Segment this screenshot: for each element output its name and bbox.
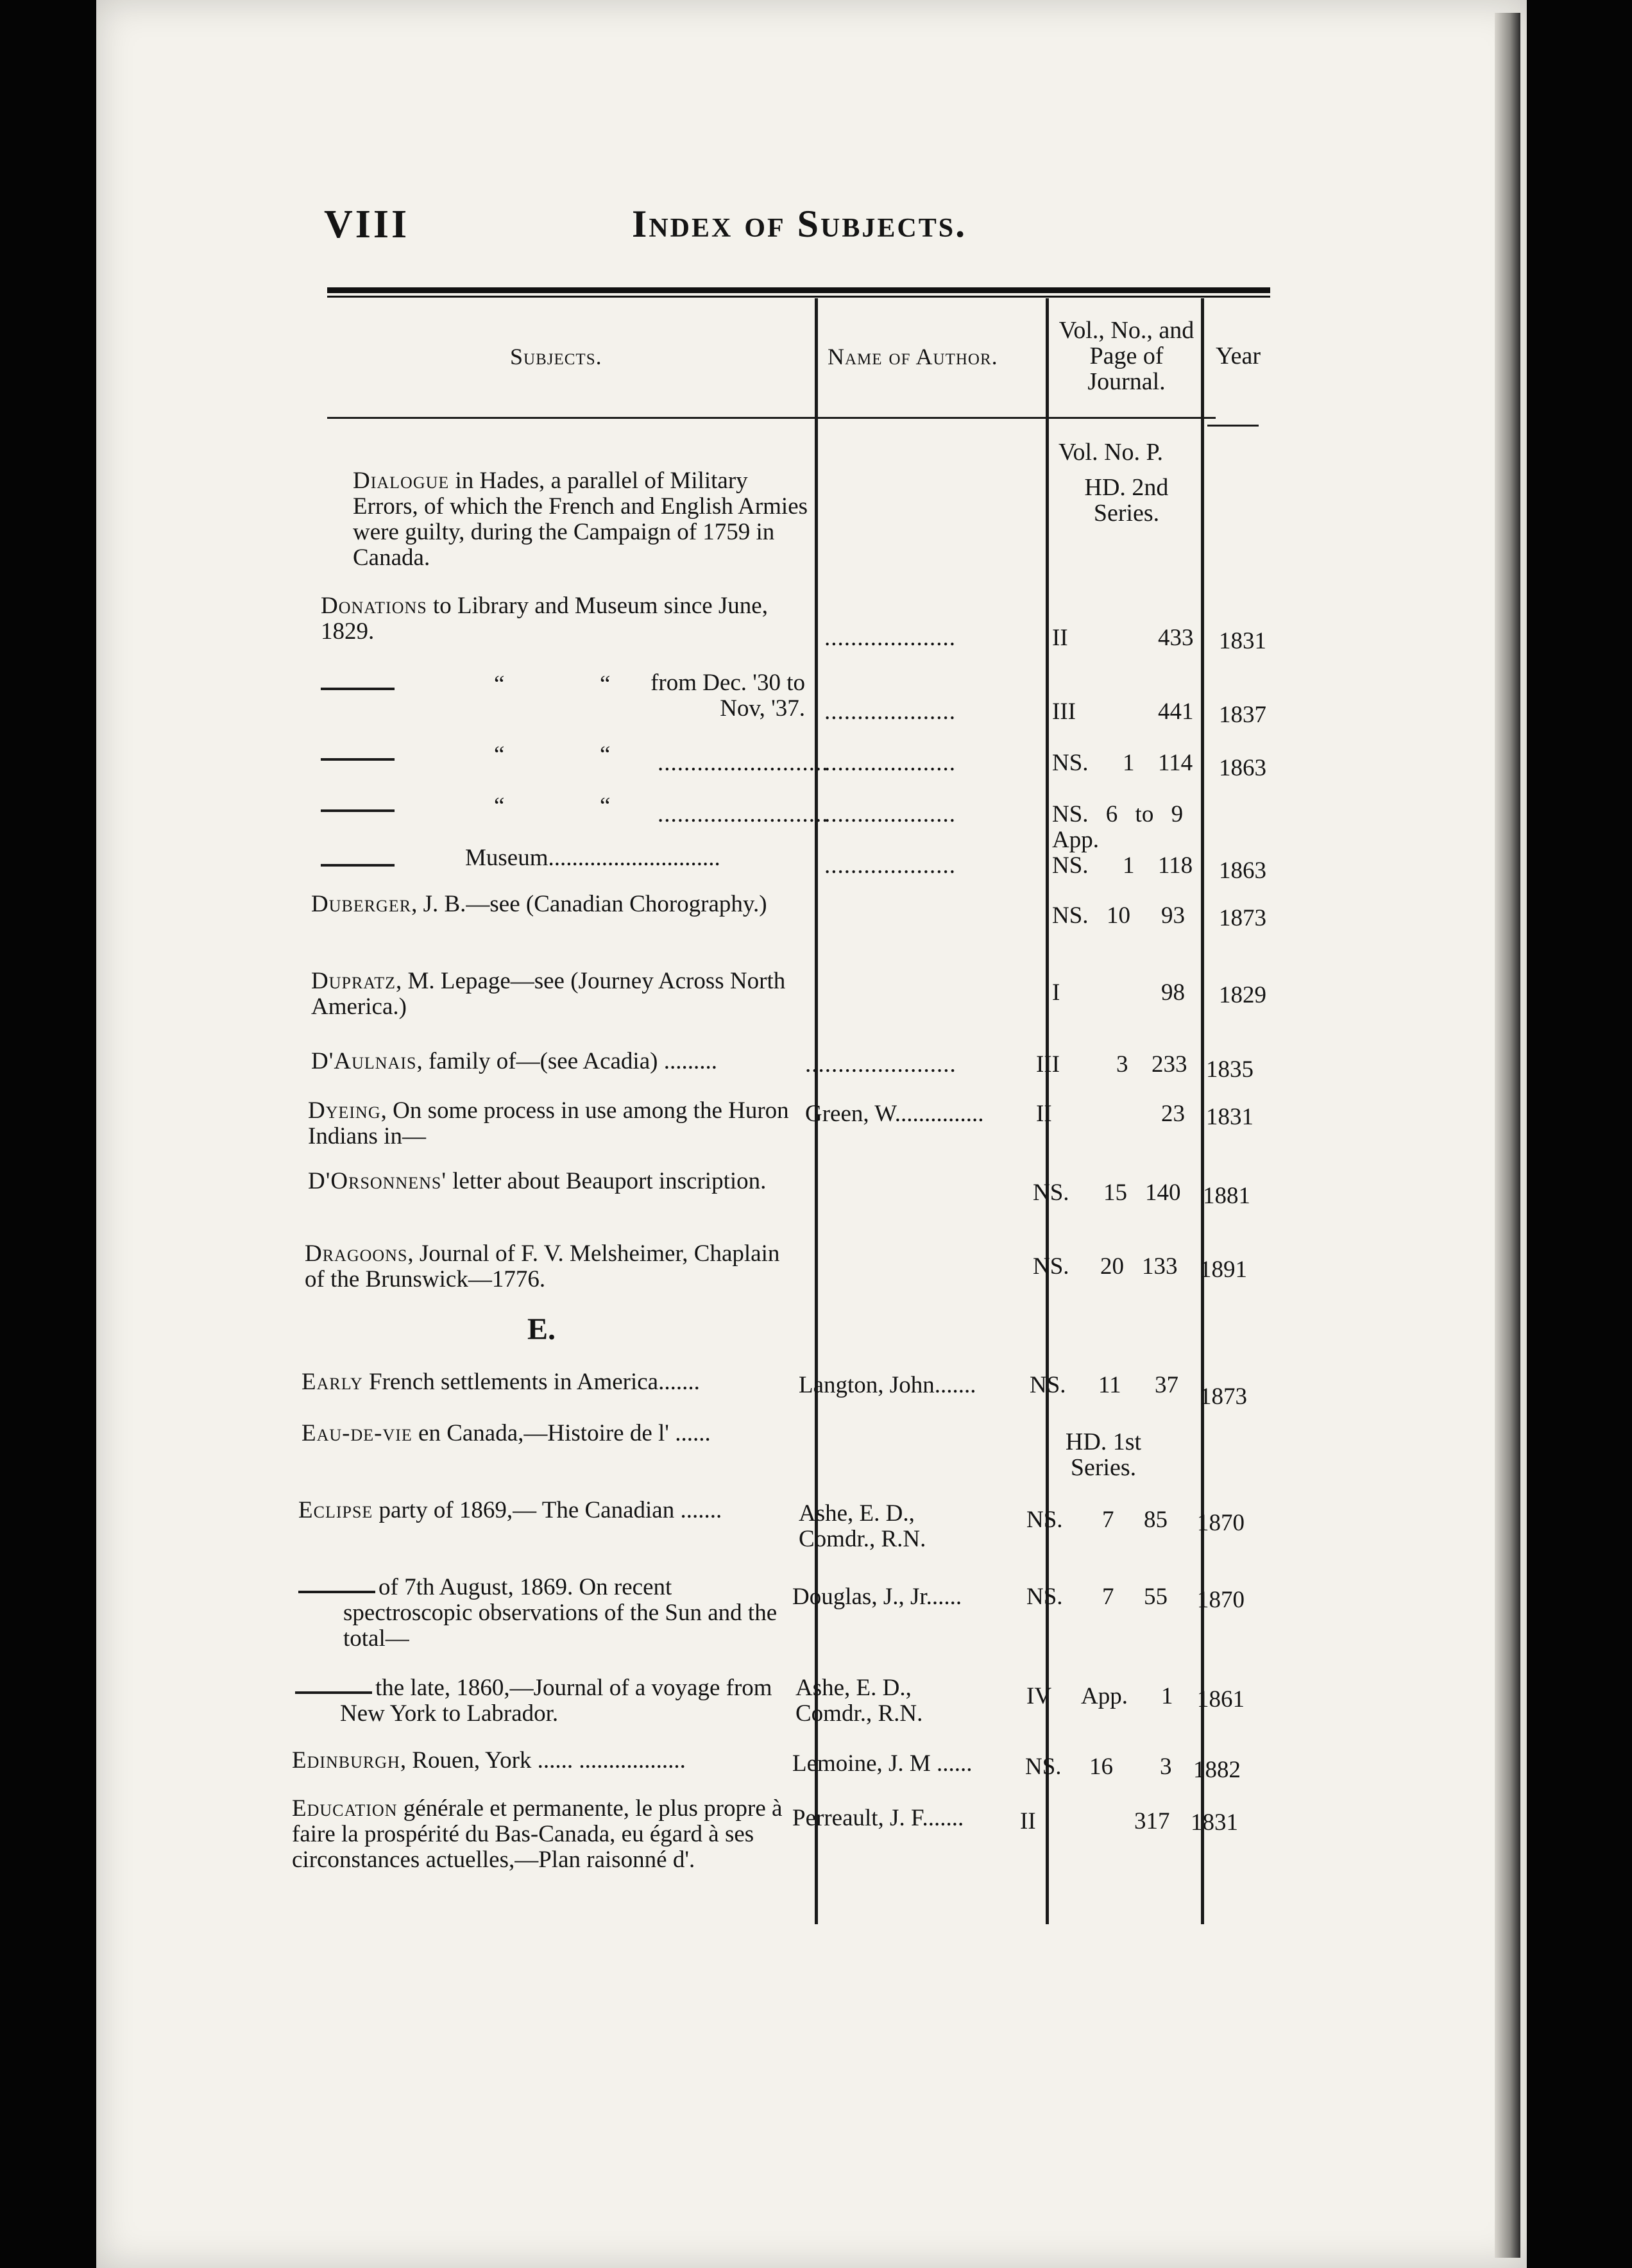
book-page-edge xyxy=(1495,13,1520,2258)
entry-ref: II xyxy=(1036,1101,1052,1127)
entry-author: .................... xyxy=(824,801,956,827)
entry-ref: NS. xyxy=(1026,1507,1063,1533)
list-item xyxy=(311,1049,812,1074)
entry-year: 1831 xyxy=(1206,1104,1254,1130)
entry-key: Dupratz xyxy=(311,968,396,994)
entry-page: 1 xyxy=(1161,1683,1173,1709)
entry-number: 7 xyxy=(1102,1584,1114,1610)
ditto-mark: “ xyxy=(600,793,611,819)
entry-year: 1863 xyxy=(1219,858,1266,884)
entry-page: 3 xyxy=(1160,1754,1172,1780)
entry-year: 1835 xyxy=(1206,1056,1254,1083)
list-item xyxy=(311,969,805,1020)
column-header-subjects: Subjects. xyxy=(510,344,602,369)
entry-text: , On some process in use among the Huron Indians in— xyxy=(308,1097,789,1149)
entry-key: Dragoons xyxy=(305,1240,408,1267)
entry-text: .......................... xyxy=(658,750,829,776)
column-divider-volume xyxy=(1201,298,1204,1924)
column-header-author: Name of Author. xyxy=(828,344,998,369)
entry-ref: NS. xyxy=(1026,1584,1063,1610)
list-item xyxy=(321,593,808,645)
entry-page: 37 xyxy=(1155,1372,1178,1398)
entry-ref: III xyxy=(1036,1051,1060,1078)
entry-year: 1831 xyxy=(1219,628,1266,654)
ditto-dash xyxy=(321,683,395,695)
entry-text: , family of—(see Acadia) ......... xyxy=(416,1048,717,1074)
ditto-mark: “ xyxy=(600,671,611,697)
entry-text: générale et permanente, le plus propre à faire la prospérité du Bas-Canada, eu égard à ses circonstances actuelles,—Plan raisonné d'. xyxy=(292,1795,783,1873)
list-item xyxy=(321,468,812,571)
entry-text: of 7th August, 1869. On recent spectroscopic observations of the Sun and the total— xyxy=(343,1574,778,1652)
entry-author: Lemoine, J. M ...... xyxy=(792,1750,973,1777)
entry-ref: II xyxy=(1052,625,1068,651)
entry-number: 3 xyxy=(1116,1051,1128,1078)
entry-year: 1861 xyxy=(1197,1686,1245,1713)
entry-ref: IV xyxy=(1026,1683,1052,1709)
entry-text: Museum............................. xyxy=(465,845,720,871)
entry-page: 85 xyxy=(1144,1507,1168,1533)
entry-number: 11 xyxy=(1098,1372,1121,1398)
ditto-mark: “ xyxy=(494,741,505,768)
entry-author: .................... xyxy=(824,852,956,879)
page-title: Index of Subjects. xyxy=(632,203,967,245)
entry-author: ....................... xyxy=(805,1051,956,1078)
list-item xyxy=(298,1498,812,1523)
entry-year: 1881 xyxy=(1203,1183,1250,1209)
list-item xyxy=(302,1369,808,1395)
section-letter: E. xyxy=(527,1312,556,1346)
entry-text: , M. Lepage—see (Journey Across North America.) xyxy=(311,968,786,1020)
entry-number: 1 xyxy=(1123,750,1135,776)
entry-ref: NS. xyxy=(1033,1180,1069,1206)
entry-text: en Canada,—Histoire de l' ...... xyxy=(412,1420,711,1446)
entry-text: from Dec. '30 to Nov, '37. xyxy=(650,670,805,722)
entry-text: the late, 1860,—Journal of a voyage from New York to Labrador. xyxy=(340,1675,772,1727)
entry-page: 98 xyxy=(1161,979,1185,1006)
entry-year: 1829 xyxy=(1219,982,1266,1008)
entry-author: Green, W............... xyxy=(805,1101,984,1127)
entry-year: 1873 xyxy=(1200,1384,1247,1410)
entry-author: Ashe, E. D., Comdr., R.N. xyxy=(795,1675,923,1727)
entry-page: 55 xyxy=(1144,1584,1168,1610)
entry-ref: NS. xyxy=(1052,750,1089,776)
entry-ref: II xyxy=(1020,1808,1036,1834)
list-item xyxy=(311,892,805,917)
entry-ref: NS. 6 to 9 App. xyxy=(1052,801,1184,853)
header-rule-thick xyxy=(327,287,1270,293)
entry-author: .................... xyxy=(824,698,956,725)
entry-number: 1 xyxy=(1123,852,1135,879)
page-number: VIII xyxy=(324,203,410,246)
entry-text: in Hades, a parallel of Military Errors, of which the French and English Armies were guilty, during the Campaign of 1759 in Canada. xyxy=(353,468,808,571)
entry-key: Edinburgh xyxy=(292,1747,400,1773)
list-item xyxy=(302,1421,808,1446)
entry-ref: III xyxy=(1052,698,1076,725)
ditto-dash xyxy=(321,754,395,765)
entry-number: App. xyxy=(1081,1683,1128,1709)
entry-key: Dialogue xyxy=(353,468,450,494)
entry-key: D'Orsonnens' xyxy=(308,1168,447,1194)
entry-author: .................... xyxy=(824,625,956,651)
entry-text: , Rouen, York ...... .................. xyxy=(400,1747,686,1773)
entry-author: .................... xyxy=(824,750,956,776)
entry-page: 114 xyxy=(1158,750,1193,776)
entry-number: 7 xyxy=(1102,1507,1114,1533)
entry-page: 233 xyxy=(1152,1051,1187,1078)
entry-text: , Journal of F. V. Melsheimer, Chaplain of the Brunswick—1776. xyxy=(305,1240,780,1292)
entry-number: 10 xyxy=(1107,902,1130,929)
entry-year: 1882 xyxy=(1193,1757,1241,1783)
list-item xyxy=(308,1169,795,1194)
list-item xyxy=(292,1748,805,1773)
column-header-underline xyxy=(327,417,1216,419)
entry-ref: HD. 1st Series. xyxy=(1065,1428,1142,1481)
entry-ref: NS. xyxy=(1052,852,1089,879)
entry-ref: HD. 2nd Series. xyxy=(1084,474,1169,527)
entry-year: 1863 xyxy=(1219,755,1266,781)
list-item xyxy=(308,1098,808,1149)
entry-author: Perreault, J. F....... xyxy=(792,1805,964,1831)
entry-year: 1870 xyxy=(1197,1587,1245,1613)
entry-key: Donations xyxy=(321,593,427,619)
ditto-dash xyxy=(321,805,395,817)
entry-year: 1873 xyxy=(1219,905,1266,931)
entry-ref: NS. xyxy=(1052,902,1089,929)
entry-number: 15 xyxy=(1103,1180,1127,1206)
entry-ref: NS. xyxy=(1033,1253,1069,1280)
header-rule-thin xyxy=(327,296,1270,298)
entry-text: .......................... xyxy=(658,801,829,827)
column-header-volume: Vol., No., and Page of Journal. xyxy=(1058,317,1194,395)
entry-page: 23 xyxy=(1161,1101,1185,1127)
entry-page: 441 xyxy=(1158,698,1194,725)
entry-page: 133 xyxy=(1142,1253,1178,1280)
ditto-mark: “ xyxy=(494,793,505,819)
entry-ref: NS. xyxy=(1030,1372,1066,1398)
entry-key: Dyeing xyxy=(308,1097,381,1124)
ditto-mark: “ xyxy=(494,671,505,697)
entry-key: Early xyxy=(302,1369,363,1395)
entry-author: Langton, John....... xyxy=(799,1372,976,1398)
entry-year: 1831 xyxy=(1191,1809,1238,1836)
entry-key: Education xyxy=(292,1795,398,1822)
entry-page: 118 xyxy=(1158,852,1193,879)
entry-text: , J. B.—see (Canadian Chorography.) xyxy=(411,891,767,917)
entry-key: D'Aulnais xyxy=(311,1048,417,1074)
list-item xyxy=(292,1796,792,1873)
entry-number: 16 xyxy=(1089,1754,1113,1780)
entry-text: party of 1869,— The Canadian ....... xyxy=(373,1497,722,1523)
entry-page: 317 xyxy=(1134,1808,1170,1834)
entry-year: 1870 xyxy=(1197,1510,1245,1536)
entry-key: Eau-de-vie xyxy=(302,1420,412,1446)
entry-author: Douglas, J., Jr...... xyxy=(792,1584,962,1610)
entry-author: Ashe, E. D., Comdr., R.N. xyxy=(799,1500,926,1552)
entry-page: 433 xyxy=(1158,625,1194,651)
entry-number: 20 xyxy=(1100,1253,1124,1280)
entry-text: French settlements in America....... xyxy=(362,1369,700,1395)
year-header-underline xyxy=(1207,425,1259,427)
entry-page: 93 xyxy=(1161,902,1185,929)
volume-subhead: Vol. No. P. xyxy=(1058,439,1163,466)
ditto-mark: “ xyxy=(600,741,611,768)
entry-ref: NS. xyxy=(1025,1754,1062,1780)
entry-page: 140 xyxy=(1145,1180,1181,1206)
ditto-dash xyxy=(321,859,395,871)
entry-ref: I xyxy=(1052,979,1060,1006)
entry-year: 1837 xyxy=(1219,702,1266,728)
entry-key: Duberger xyxy=(311,891,412,917)
entry-year: 1891 xyxy=(1200,1257,1247,1283)
entry-key: Eclipse xyxy=(298,1497,373,1523)
entry-text: to Library and Museum since June, 1829. xyxy=(321,593,768,645)
list-item xyxy=(305,1241,799,1292)
column-header-year: Year xyxy=(1215,343,1261,369)
entry-text: letter about Beauport inscription. xyxy=(446,1168,767,1194)
